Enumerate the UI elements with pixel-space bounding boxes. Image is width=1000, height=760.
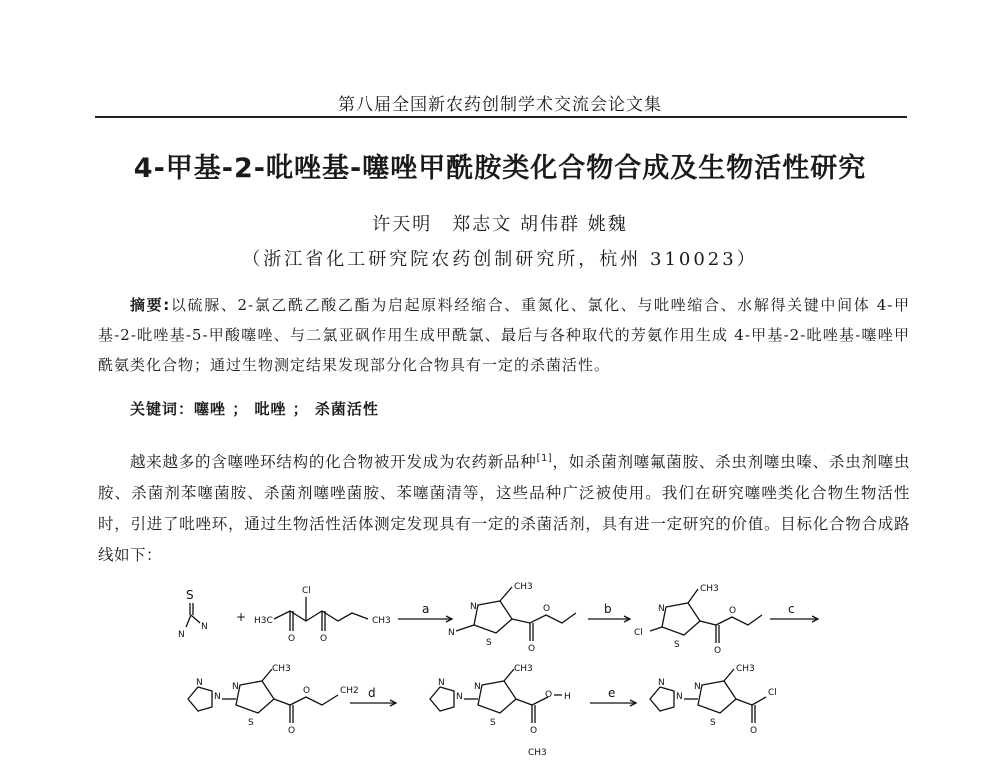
intro-text-2: ，如杀菌剂噻氟菌胺、杀虫剂噻虫嗪、杀虫剂噻虫胺、杀菌剂苯噻菌胺、杀菌剂噻唑菌胺、苯噻菌清等，这些品种广泛被使用。我们在研究噻唑类化合物生物活性时，引进了吡唑环，通过生物活性活体测定发现具有一定的杀菌活剂，具有进一定研究的价值。目标化合物合成路线如下： [98,453,910,565]
citation-ref: [1] [536,453,553,464]
paper-title: 4-甲基-2-吡唑基-噻唑甲酰胺类化合物合成及生物活性研究 [133,153,867,184]
affiliation: （浙江省化工研究院农药创制研究所，杭州 310023） [242,249,758,270]
atom-label: O [288,634,296,644]
atom-label: O [288,726,296,736]
atom-label: N [196,678,203,688]
plus-sign: + [236,610,247,624]
atom-label: N [232,682,239,692]
reagent-label: a [422,602,430,616]
authors: 许天明 郑志文 胡伟群 姚魏 [372,214,628,235]
aminothiazole-ester-structure [448,582,576,654]
atom-label: CH3 [514,664,533,674]
pyrazolyl-acyl-chloride-structure [650,664,777,736]
atom-label: H3C [254,616,273,626]
atom-label: CH3 [736,664,755,674]
abstract-label: 摘要: [130,296,171,314]
atom-label: H [564,692,571,702]
atom-label: S [710,718,716,728]
atom-label: N [676,692,683,702]
header-rule [95,116,907,118]
atom-label: N [178,630,185,640]
reagent-label: b [604,602,612,616]
atom-label: N [456,692,463,702]
atom-label: S [486,638,492,648]
atom-label: O [320,634,328,644]
reagent-label: d [368,686,376,700]
atom-label: S [490,718,496,728]
pyrazolyl-acid-structure [430,664,571,758]
atom-label: CH3 [514,582,533,592]
atom-label: N [470,602,477,612]
atom-label: N [658,678,665,688]
proceedings-header: 第八届全国新农药创制学术交流会论文集 [338,95,662,115]
chlorothiazole-ester-structure [634,584,762,656]
synthesis-scheme [0,575,1000,760]
atom-label: S [674,640,680,650]
atom-label: CH3 [372,616,391,626]
atom-label: S [186,588,194,602]
atom-label: S [248,718,254,728]
atom-label: CH2 [340,686,359,696]
atom-label: Cl [634,628,643,638]
abstract-text: 以硫脲、2-氯乙酰乙酸乙酯为启起原料经缩合、重氮化、氯化、与吡唑缩合、水解得关键中间体 4-甲基-2-吡唑基-5-甲酸噻唑、与二氯亚砜作用生成甲酰氯、最后与各种取代的芳氨作用生成 4-甲基-2-吡唑基-噻唑甲酰氨类化合物；通过生物测定结果发现部分化合物具有一定的杀菌活性。 [98,296,911,374]
atom-label: N [201,622,208,632]
intro-text-1: 越来越多的含噻唑环结构的化合物被开发成为农药新品种 [130,453,537,472]
atom-label: O [543,604,551,614]
atom-label: Cl [768,688,777,698]
atom-label: O [729,606,737,616]
atom-label: Cl [302,586,311,596]
atom-label: N [694,682,701,692]
chloroacetoacetate-structure [254,586,391,644]
atom-label: O [528,644,536,654]
atom-label: N [658,604,665,614]
atom-label: N [474,682,481,692]
atom-label: CH3 [700,584,719,594]
atom-label: O [545,690,553,700]
intro-paragraph [98,443,910,571]
reagent-label: c [788,602,795,616]
thiourea-structure [178,588,208,640]
atom-label: O [530,726,538,736]
keywords: 关键词：噻唑 ； 吡唑 ； 杀菌活性 [130,400,379,418]
abstract [98,290,910,380]
atom-label: CH3 [528,748,547,758]
pyrazolyl-ester-structure [188,664,359,736]
atom-label: N [448,628,455,638]
atom-label: N [438,678,445,688]
reagent-label: e [608,686,616,700]
atom-label: O [750,726,758,736]
atom-label: N [214,692,221,702]
atom-label: O [303,686,311,696]
atom-label: O [714,646,722,656]
atom-label: CH3 [272,664,291,674]
